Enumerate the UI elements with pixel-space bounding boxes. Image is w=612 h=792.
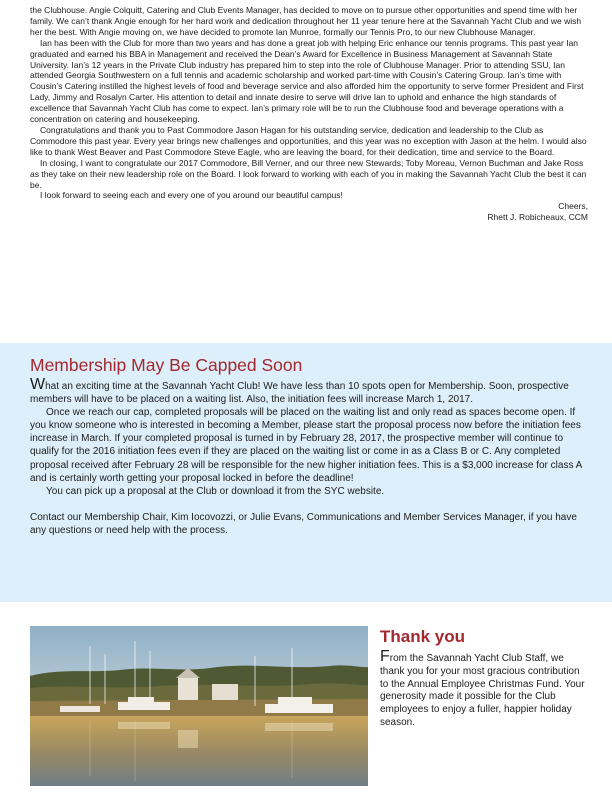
membership-title: Membership May Be Capped Soon <box>30 355 303 375</box>
letter-paragraph-4: In closing, I want to congratulate our 2017 Commodore, Bill Verner, and our three new Stewards; Toby Moreau, Vernon Buchman and Jake Ross as they take on their new leadership role on the Board. I look forward to working with each of you in making the Savannah Yacht Club the best it can be. <box>30 157 587 190</box>
letter-paragraph-2: Ian has been with the Club for more than two years and has done a great job with helping Eric enhance our tennis programs. This past year Ian graduated and earned his BBA in Management and received the Dean’s Award for Excellence in Business Management at Savannah State University. Ian’s 12 years in the Private Club industry has prepared him to step into the role of Clubhouse Manager. Prior to attending SSU, Ian attended Georgia Southwestern on a full tennis and academic scholarship and worked part-time with Cousin’s Catering Group. Ian’s time with Cousin’s Catering instilled the highest levels of food and beverage service and also afforded him the opportunity to serve former President and First Lady, Jimmy and Rosalyn Carter. His attention to detail and innate desire to serve will drive Ian to uphold and enhance the high standards of excellence that Savannah Yacht Club has come to expect. Ian’s primary role will be to run the Clubhouse food and beverage operations with a concentration on catering and housekeeping. <box>30 37 584 125</box>
letter-paragraph-5: I look forward to seeing each and every one of you around our beautiful campus! <box>40 190 343 201</box>
thank-you-body <box>380 648 590 730</box>
letter-paragraph-3: Congratulations and thank you to Past Commodore Jason Hagan for his outstanding service, dedication and leadership to the Club as Commodore this past year. Every year brings new challenges and opportunities, and this year was no exception with Jason at the helm. I would also like to thank West Beaver and Past Commodore Steve Eagle, who are leaving the board, for their dedication, time and service to the Board. <box>30 124 587 157</box>
membership-paragraph-3: You can pick up a proposal at the Club or download it from the SYC website. <box>46 485 385 497</box>
membership-section <box>0 343 612 602</box>
membership-paragraph-1-text: hat an exciting time at the Savannah Yacht Club! We have less than 10 spots open for Membership. Soon, prospective members will have to be placed on a waiting list. Also, the initiation fees will increase March 1, 2017. <box>30 381 569 406</box>
marina-photo <box>30 626 368 786</box>
letter-closing: Cheers, <box>558 201 588 212</box>
membership-body <box>30 376 585 537</box>
letter-signature: Rhett J. Robicheaux, CCM <box>487 212 588 223</box>
thank-you-title: Thank you <box>380 627 466 646</box>
membership-paragraph-4: Contact our Membership Chair, Kim Iocovozzi, or Julie Evans, Communications and Member Services Manager, if you have any questions or need help with the process. <box>30 511 577 537</box>
membership-paragraph-2: Once we reach our cap, completed proposals will be placed on the waiting list and only read as spaces become open. If you know someone who is interested in becoming a Member, please start the proposal process now before the initiation fees increase in March. If your completed proposal is turned in by February 28, 2017, the prospective member will continue to qualify for the 2016 initiation fees even if they are placed on the waiting list or come in as a Class B or C. Any completed proposal received after February 28 will be responsible for the new higher initiation fees. This is a $3,000 increase for class A and is certainly worth getting your proposal locked in before the deadline! <box>30 407 582 484</box>
marina-photo-image <box>30 626 368 786</box>
thank-you-section <box>380 627 590 730</box>
membership-dropcap: W <box>30 376 46 393</box>
thank-you-text: rom the Savannah Yacht Club Staff, we thank you for your most gracious contribution to the Annual Employee Christmas Fund. Your generosity made it possible for the Club employees to enjoy a fuller, happier holiday season. <box>380 653 585 728</box>
thank-you-dropcap: F <box>380 648 390 665</box>
letter-paragraph-1: the Clubhouse. Angie Colquitt, Catering and Club Events Manager, has decided to move on to pursue other opportunities and spend time with her family. We can’t thank Angie enough for her hard work and dedication throughout her 11 year tenure here at the Savannah Yacht Club and we wish her the best. With Angie moving on, we have decided to promote Ian Munroe, formally our Tennis Pro, to our new Clubhouse Manager. <box>30 5 582 37</box>
president-letter <box>30 5 588 223</box>
membership-paragraph-1 <box>30 376 585 406</box>
